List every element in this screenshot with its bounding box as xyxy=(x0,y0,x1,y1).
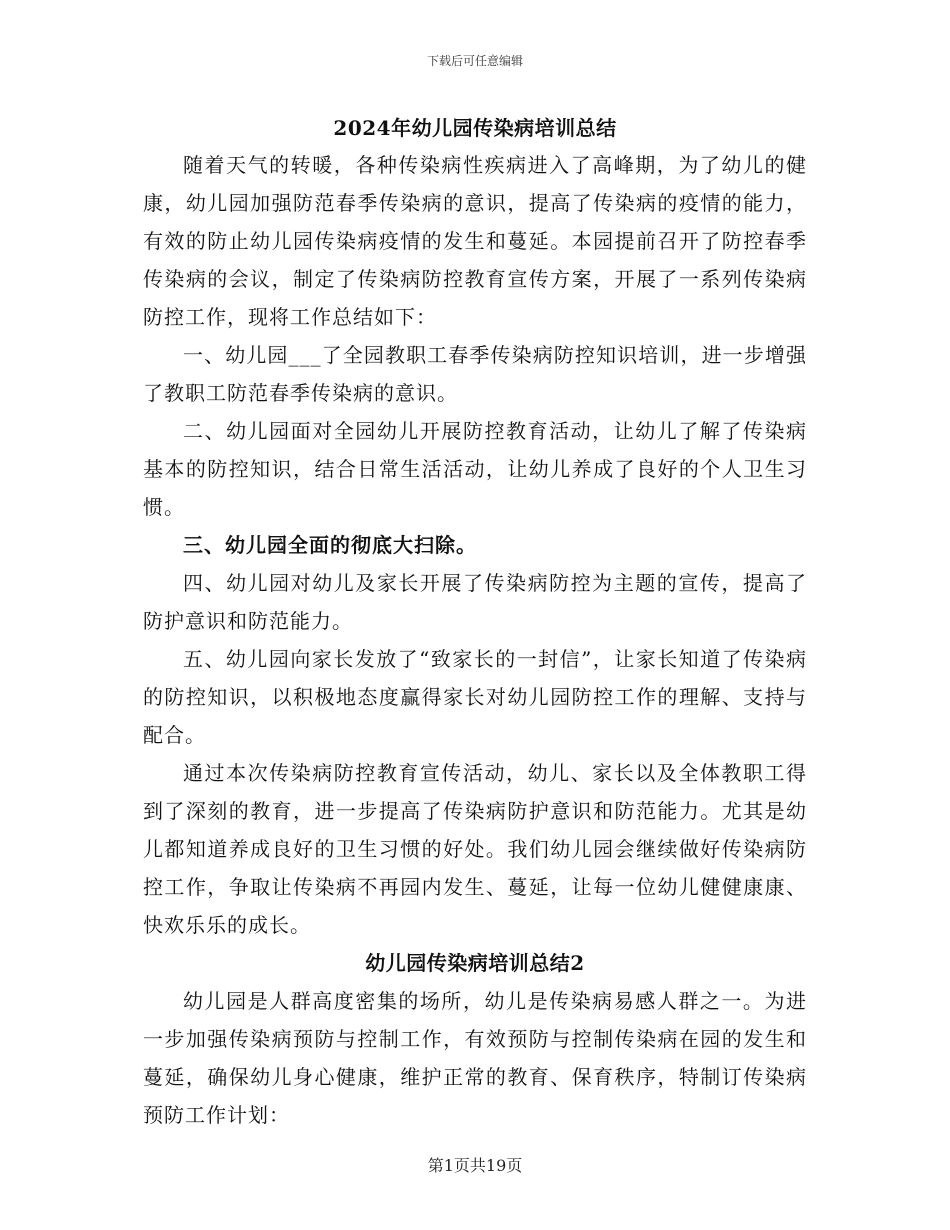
page-number-footer: 第1页共19页 xyxy=(427,1156,523,1175)
document-body xyxy=(143,110,807,1134)
paragraph-item-1: 一、幼儿园___了全园教职工春季传染病防控知识培训，进一步增强了教职工防范春季传染病的意识。 xyxy=(143,343,807,405)
paragraph-intro: 随着天气的转暖，各种传染病性疾病进入了高峰期，为了幼儿的健康，幼儿园加强防范春季传染病的意识，提高了传染病的疫情的能力，有效的防止幼儿园传染病疫情的发生和蔓延。本园提前召开了防控春季传染病的会议，制定了传染病防控教育宣传方案，开展了一系列传染病防控工作，现将工作总结如下： xyxy=(143,153,807,329)
header-note: 下载后可任意编辑 xyxy=(426,54,523,68)
paragraph-conclusion: 通过本次传染病防控教育宣传活动，幼儿、家长以及全体教职工得到了深刻的教育，进一步提高了传染病防护意识和防范能力。尤其是幼儿都知道养成良好的卫生习惯的好处。我们幼儿园会继续做好传染病防控工作，争取让传染病不再园内发生、蔓延，让每一位幼儿健健康康、快欢乐乐的成长。 xyxy=(143,761,807,937)
paragraph-item-5: 五、幼儿园向家长发放了“致家长的一封信”，让家长知道了传染病的防控知识，以积极地态度赢得家长对幼儿园防控工作的理解、支持与配合。 xyxy=(143,647,807,747)
paragraph-item-2: 二、幼儿园面对全园幼儿开展防控教育活动，让幼儿了解了传染病基本的防控知识，结合日常生活活动，让幼儿养成了良好的个人卫生习惯。 xyxy=(143,419,807,519)
document-title: 2024年幼儿园传染病培训总结 xyxy=(333,116,617,140)
paragraph-item-3: 三、幼儿园全面的彻底大扫除。 xyxy=(183,533,477,557)
paragraph-section2-intro: 幼儿园是人群高度密集的场所，幼儿是传染病易感人群之一。为进一步加强传染病预防与控制工作，有效预防与控制传染病在园的发生和蔓延，确保幼儿身心健康，维护正常的教育、保育秩序，特制订传染病预防工作计划： xyxy=(143,989,807,1127)
section-subtitle: 幼儿园传染病培训总结2 xyxy=(365,951,585,975)
paragraph-item-4: 四、幼儿园对幼儿及家长开展了传染病防控为主题的宣传，提高了防护意识和防范能力。 xyxy=(143,571,807,633)
